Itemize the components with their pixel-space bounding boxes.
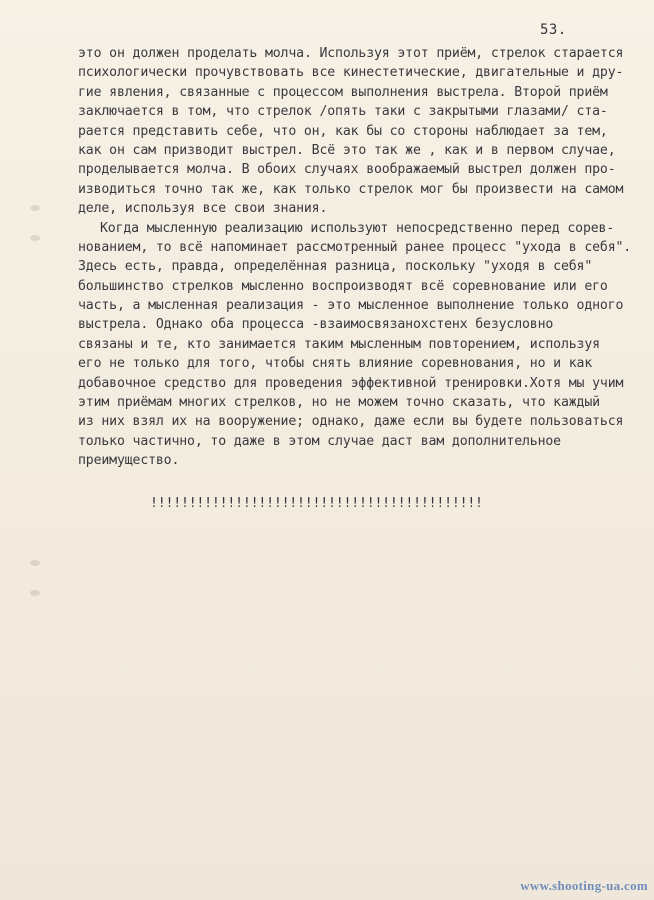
text-line: Когда мысленную реализацию используют непосредственно перед сорев- xyxy=(100,220,615,236)
page-number: 53. xyxy=(540,22,567,38)
punch-hole-mark xyxy=(30,205,40,211)
text-line: проделывается молча. В обоих случаях воображаемый выстрел должен про- xyxy=(78,162,616,178)
punch-hole-mark xyxy=(30,235,40,241)
text-line: это он должен проделать молча. Используя этот приём, стрелок старается xyxy=(78,46,624,61)
text-line: этим приёмам многих стрелков, но не можем точно сказать, что каждый xyxy=(78,395,600,411)
text-line: деле, используя все свои знания. xyxy=(78,201,328,217)
text-line: нованием, то всё напоминает рассмотренный ранее процесс "ухода в себя". xyxy=(78,239,632,255)
section-separator: !!!!!!!!!!!!!!!!!!!!!!!!!!!!!!!!!!!!!!!!!!! xyxy=(150,496,483,511)
punch-hole-mark xyxy=(30,560,40,566)
punch-hole-mark xyxy=(30,590,40,596)
watermark-text: www.shooting-ua.com xyxy=(520,878,648,893)
text-line: гие явления, связанные с процессом выполнения выстрела. Второй приём xyxy=(78,84,608,100)
text-line: большинство стрелков мысленно воспроизводят всё соревнование или его xyxy=(78,278,608,294)
text-line: добавочное средство для проведения эффективной тренировки.Хотя мы учим xyxy=(78,375,624,391)
text-line: связаны и те, кто занимается таким мысленным повторением, используя xyxy=(78,336,600,352)
text-line: его не только для того, чтобы снять влияние соревнования, но и как xyxy=(78,356,593,372)
text-line: рается представить себе, что он, как бы со стороны наблюдает за тем, xyxy=(78,123,608,139)
text-line: психологически прочувствовать все кинестетические, двигательные и дру- xyxy=(78,65,624,81)
text-line: из них взял их на вооружение; однако, даже если вы будете пользоваться xyxy=(78,414,624,430)
text-line: преимущество. xyxy=(78,453,180,469)
text-line: часть, а мысленная реализация - это мысленное выполнение только одного xyxy=(78,298,624,314)
text-line: заключается в том, что стрелок /опять таки с закрытыми глазами/ ста- xyxy=(78,104,608,120)
text-line: изводиться точно так же, как только стрелок мог бы произвести на самом xyxy=(78,181,624,197)
text-line: только частично, то даже в этом случае даст вам дополнительное xyxy=(78,433,561,449)
body-text xyxy=(78,44,632,471)
text-line: выстрела. Однако оба процесса -взаимосвязанохстенх безусловно xyxy=(78,317,554,333)
text-line: как он сам призводит выстрел. Всё это так же , как и в первом случае, xyxy=(78,142,616,158)
text-line: Здесь есть, правда, определённая разница, поскольку "уходя в себя" xyxy=(78,259,593,275)
